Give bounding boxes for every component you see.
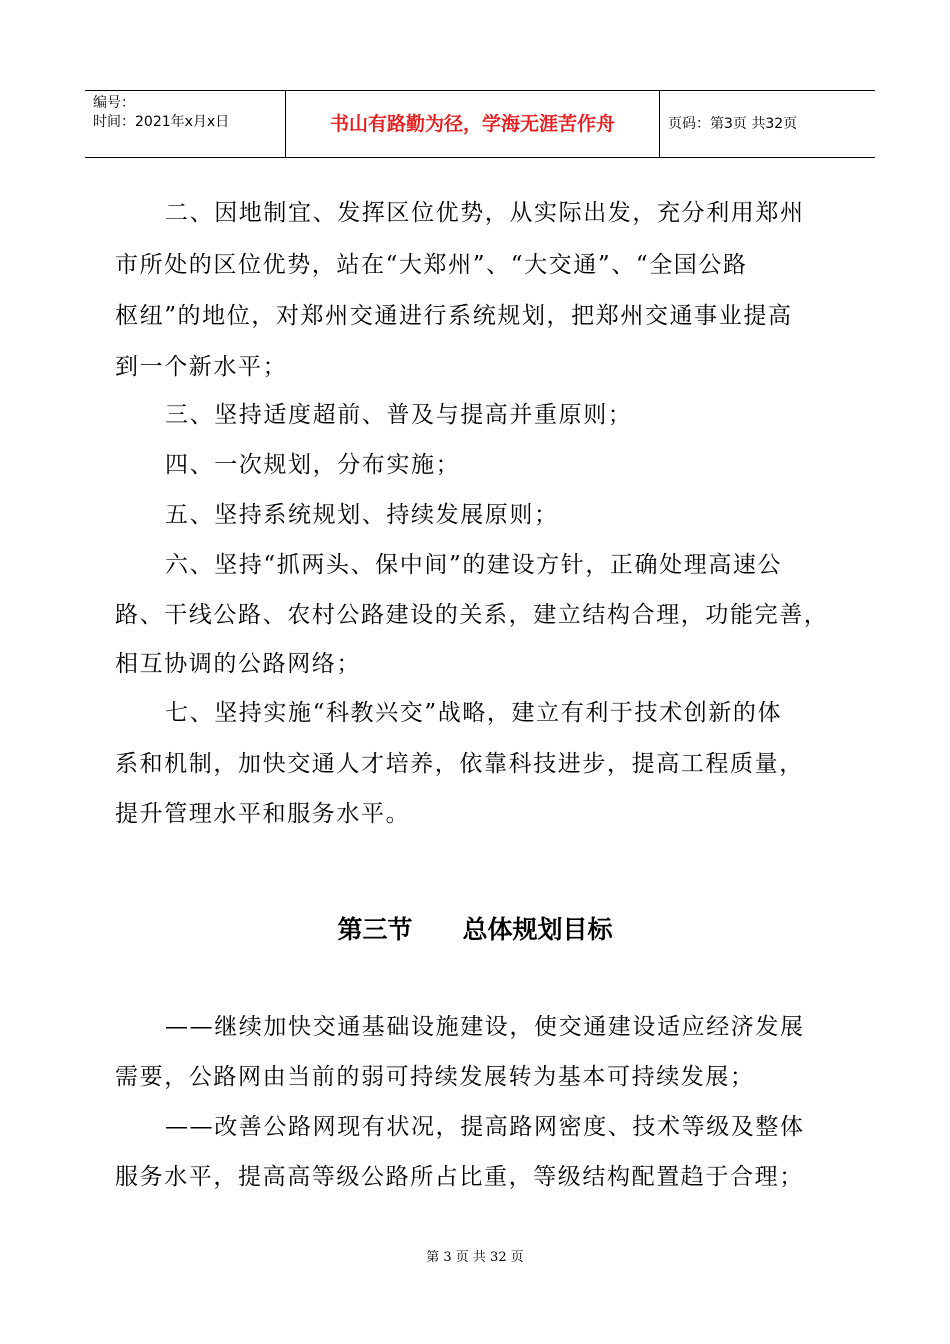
paragraph-line: 六、坚持“抓两头、保中间”的建设方针，正确处理高速公	[165, 552, 783, 578]
paragraph-line: 到一个新水平；	[115, 354, 288, 380]
paragraph-line: 五、坚持系统规划、持续发展原则；	[165, 502, 559, 528]
paragraph-line: 提升管理水平和服务水平。	[115, 801, 411, 827]
paragraph-line: 相互协调的公路网络；	[115, 651, 361, 677]
header-page-label: 页码：第3页 共32页	[668, 116, 798, 132]
paragraph-line: 三、坚持适度超前、普及与提高并重原则；	[165, 402, 633, 428]
paragraph-line: 二、因地制宜、发挥区位优势，从实际出发，充分利用郑州	[165, 200, 805, 226]
section-heading	[0, 910, 950, 946]
paragraph-line: 七、坚持实施“科教兴交”战略，建立有利于技术创新的体	[165, 700, 783, 726]
section-title: 总体规划目标	[462, 915, 613, 944]
paragraph-line: ——改善公路网现有状况，提高路网密度、技术等级及整体	[165, 1114, 805, 1140]
section-number: 第三节	[337, 915, 413, 944]
paragraph-line: 需要，公路网由当前的弱可持续发展转为基本可持续发展；	[115, 1064, 755, 1090]
paragraph-line: 服务水平，提高高等级公路所占比重，等级结构配置趋于合理；	[115, 1164, 804, 1190]
document-time-label: 时间：2021年x月x日	[93, 114, 230, 130]
paragraph-line: 四、一次规划，分布实施；	[165, 452, 461, 478]
paragraph-line: 市所处的区位优势，站在“大郑州”、“大交通”、“全国公路	[115, 252, 748, 278]
header-info-cell	[85, 91, 285, 157]
paragraph-line: 系和机制，加快交通人才培养，依靠科技进步，提高工程质量，	[115, 751, 804, 777]
header-motto: 书山有路勤为径，学海无涯苦作舟	[329, 113, 615, 135]
paragraph-line: 路、干线公路、农村公路建设的关系，建立结构合理，功能完善，	[115, 602, 829, 628]
page-header	[85, 90, 875, 158]
paragraph-line: ——继续加快交通基础设施建设，使交通建设适应经济发展	[165, 1014, 805, 1040]
header-divider	[659, 91, 660, 157]
paragraph-line: 枢纽”的地位，对郑州交通进行系统规划，把郑州交通事业提高	[115, 303, 793, 329]
document-number-label: 编号：	[93, 95, 135, 111]
page-footer: 第 3 页 共 32 页	[426, 1250, 524, 1265]
